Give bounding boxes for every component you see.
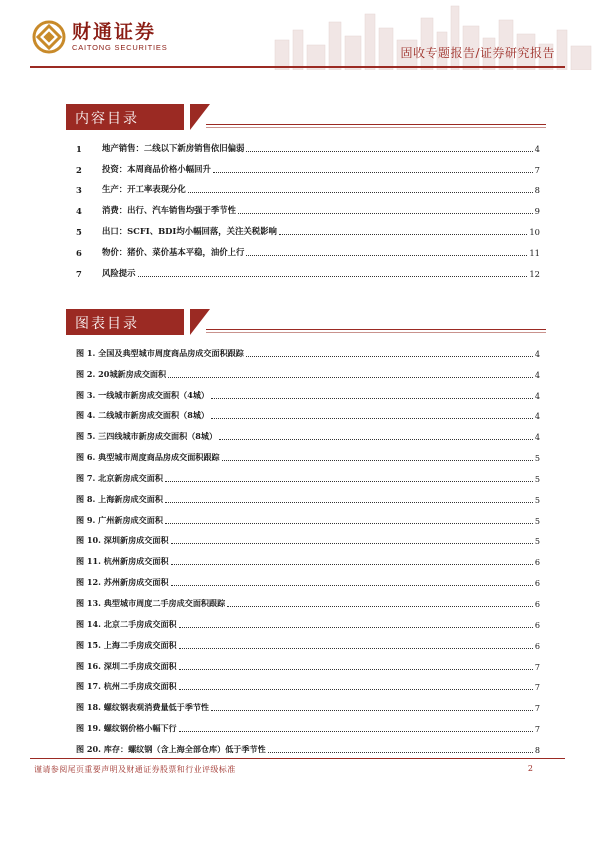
toc-title: 投资：本周商品价格小幅回升 [102, 163, 211, 174]
section-rule [206, 124, 546, 125]
figure-entry[interactable] [76, 421, 540, 442]
footer-divider [30, 758, 565, 759]
figure-title: 图 4. 二线城市新房成交面积（8城） [76, 410, 210, 421]
brand-name-cn: 财通证券 [72, 21, 157, 43]
toc-entry[interactable] [76, 133, 540, 154]
figure-page: 8 [534, 744, 540, 755]
figure-title: 图 12. 苏州新房成交面积 [76, 577, 169, 588]
figure-entry[interactable] [76, 588, 540, 609]
figure-entry[interactable] [76, 359, 540, 380]
dot-leader [268, 752, 533, 753]
figure-entry[interactable] [76, 442, 540, 463]
figure-title: 图 15. 上海二手房成交面积 [76, 639, 177, 650]
figure-title: 图 18. 螺纹钢表观消费量低于季节性 [76, 702, 210, 713]
figure-title: 图 20. 库存：螺纹钢（含上海全部仓库）低于季节性 [76, 743, 266, 754]
dot-leader [179, 627, 533, 628]
figure-title: 图 5. 三四线城市新房成交面积（8城） [76, 431, 218, 442]
figure-entry[interactable] [76, 672, 540, 693]
toc-title: 出口：SCFI、BDI均小幅回落，关注关税影响 [102, 225, 277, 236]
toc-number: 3 [76, 185, 82, 196]
dot-leader [179, 669, 533, 670]
toc-entry[interactable] [76, 216, 540, 237]
figure-title: 图 1. 全国及典型城市周度商品房成交面积跟踪 [76, 347, 244, 358]
caitong-coin-icon [32, 20, 66, 54]
figure-entry[interactable] [76, 484, 540, 505]
figure-entry[interactable] [76, 651, 540, 672]
toc-number: 1 [76, 143, 82, 154]
toc-page: 8 [534, 185, 540, 196]
dot-leader [246, 151, 532, 152]
figure-entry[interactable] [76, 401, 540, 422]
page-header [0, 0, 595, 70]
figure-title: 图 2. 20城新房成交面积 [76, 368, 167, 379]
dot-leader [219, 439, 533, 440]
figure-page: 7 [534, 724, 540, 735]
figure-page: 6 [534, 598, 540, 609]
figure-title: 图 8. 上海新房成交面积 [76, 493, 163, 504]
figure-page: 4 [534, 432, 540, 443]
dot-leader [213, 172, 533, 173]
dot-leader [138, 276, 528, 277]
toc-page: 4 [534, 143, 540, 154]
toc-entry[interactable] [76, 237, 540, 258]
contents-section-header [66, 104, 546, 134]
figure-page: 7 [534, 682, 540, 693]
figure-entry[interactable] [76, 734, 540, 755]
caitong-logo [32, 20, 168, 54]
dot-leader [246, 255, 527, 256]
figure-entry[interactable] [76, 505, 540, 526]
figure-page: 6 [534, 557, 540, 568]
dot-leader [179, 731, 533, 732]
toc-number: 5 [76, 226, 82, 237]
toc-title: 物价：猪价、菜价基本平稳，油价上行 [102, 246, 245, 257]
dot-leader [246, 356, 533, 357]
figure-title: 图 7. 北京新房成交面积 [76, 472, 163, 483]
brand-name-en: CAITONG SECURITIES [72, 43, 168, 52]
figure-entry[interactable] [76, 609, 540, 630]
figure-title: 图 14. 北京二手房成交面积 [76, 618, 177, 629]
figure-entry[interactable] [76, 630, 540, 651]
dot-leader [188, 192, 533, 193]
dot-leader [238, 213, 533, 214]
contents-title: 内容目录 [75, 111, 139, 127]
figure-entry[interactable] [76, 338, 540, 359]
toc-entry[interactable] [76, 154, 540, 175]
header-divider [30, 66, 565, 68]
figure-title: 图 11. 杭州新房成交面积 [76, 556, 169, 567]
dot-leader [171, 543, 533, 544]
dot-leader [168, 377, 533, 378]
figures-title: 图表目录 [75, 316, 139, 332]
section-rule [206, 329, 546, 330]
figures-title-box [66, 309, 190, 335]
toc-page: 10 [529, 226, 540, 237]
dot-leader [222, 460, 533, 461]
dot-leader [165, 481, 533, 482]
toc-title: 生产：开工率表现分化 [102, 184, 186, 195]
disclaimer-note: 谨请参阅尾页重要声明及财通证券股票和行业评级标准 [34, 765, 236, 774]
contents-list [76, 133, 540, 279]
figure-page: 4 [534, 411, 540, 422]
figure-entry[interactable] [76, 692, 540, 713]
figure-page: 6 [534, 578, 540, 589]
toc-number: 4 [76, 206, 82, 217]
figure-page: 5 [534, 494, 540, 505]
page-number: 2 [527, 764, 533, 773]
toc-entry[interactable] [76, 175, 540, 196]
figure-page: 5 [534, 536, 540, 547]
toc-entry[interactable] [76, 258, 540, 279]
figure-title: 图 6. 典型城市周度商品房成交面积跟踪 [76, 452, 220, 463]
figure-title: 图 9. 广州新房成交面积 [76, 514, 163, 525]
toc-page: 7 [534, 164, 540, 175]
figures-list [76, 338, 540, 755]
contents-title-box [66, 104, 190, 130]
dot-leader [179, 689, 533, 690]
figure-page: 4 [534, 348, 540, 359]
figure-title: 图 16. 深圳二手房成交面积 [76, 660, 177, 671]
figure-page: 6 [534, 619, 540, 630]
toc-page: 11 [529, 247, 540, 258]
figures-section-header [66, 309, 546, 339]
figure-page: 5 [534, 473, 540, 484]
dot-leader [279, 234, 527, 235]
dot-leader [179, 648, 533, 649]
toc-number: 2 [76, 164, 82, 175]
report-type-label: 固收专题报告/证券研究报告 [400, 46, 555, 60]
figure-title: 图 13. 典型城市周度二手房成交面积跟踪 [76, 597, 226, 608]
figure-title: 图 3. 一线城市新房成交面积（4城） [76, 389, 210, 400]
dot-leader [165, 502, 533, 503]
figure-entry[interactable] [76, 713, 540, 734]
section-rule-secondary [206, 332, 546, 333]
toc-number: 7 [76, 268, 82, 279]
dot-leader [171, 585, 533, 586]
figure-title: 图 10. 深圳新房成交面积 [76, 535, 169, 546]
section-rule-secondary [206, 127, 546, 128]
figure-page: 4 [534, 390, 540, 401]
dot-leader [227, 606, 533, 607]
figure-title: 图 19. 螺纹钢价格小幅下行 [76, 723, 177, 734]
figure-entry[interactable] [76, 546, 540, 567]
toc-page: 12 [529, 268, 540, 279]
figure-page: 4 [534, 369, 540, 380]
figure-entry[interactable] [76, 380, 540, 401]
toc-entry[interactable] [76, 195, 540, 216]
dot-leader [211, 398, 533, 399]
toc-title: 地产销售：二线以下新房销售依旧偏弱 [102, 142, 245, 153]
toc-number: 6 [76, 247, 82, 258]
figure-entry[interactable] [76, 526, 540, 547]
dot-leader [171, 564, 533, 565]
toc-title: 消费：出行、汽车销售均强于季节性 [102, 205, 236, 216]
figure-title: 图 17. 杭州二手房成交面积 [76, 681, 177, 692]
dot-leader [211, 710, 533, 711]
dot-leader [211, 418, 533, 419]
figure-page: 5 [534, 515, 540, 526]
figure-page: 5 [534, 453, 540, 464]
dot-leader [165, 523, 533, 524]
figure-entry[interactable] [76, 463, 540, 484]
toc-page: 9 [534, 206, 540, 217]
figure-entry[interactable] [76, 567, 540, 588]
figure-page: 6 [534, 640, 540, 651]
figure-page: 7 [534, 703, 540, 714]
toc-title: 风险提示 [102, 267, 136, 278]
figure-page: 7 [534, 661, 540, 672]
